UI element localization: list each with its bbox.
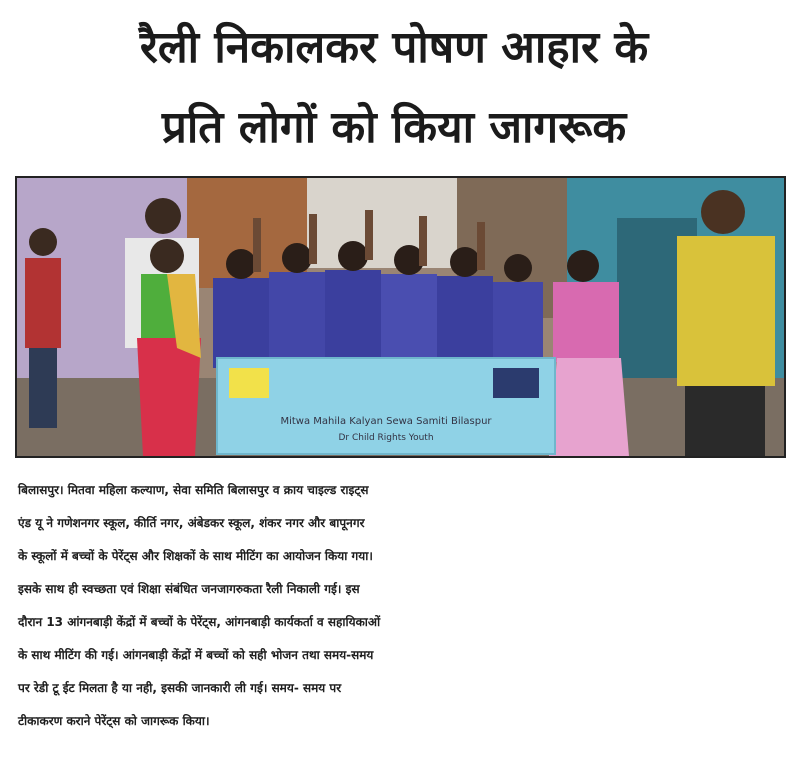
body-line: टीकाकरण कराने पेरेंट्स को जागरूक किया।	[18, 714, 210, 728]
article-headline	[0, 8, 788, 168]
body-line: इसके साथ ही स्वच्छता एवं शिक्षा संबंधित जनजागरुकता रैली निकाली गई। इस	[18, 582, 360, 596]
headline-line-1: रैली निकालकर पोषण आहार के	[139, 22, 649, 73]
body-line: पर रेडी टू ईट मिलता है या नही, इसकी जानकारी ली गई। समय- समय पर	[18, 681, 342, 695]
headline-line-2: प्रति लोगों को किया जागरूक	[161, 102, 627, 153]
body-line: के स्कूलों में बच्चों के पेरेंट्स और शिक्षकों के साथ मीटिंग का आयोजन किया गया।	[18, 549, 373, 563]
rally-photo-illustration	[17, 178, 784, 456]
banner-text-line-2: Dr Child Rights Youth	[338, 433, 434, 443]
body-line: के साथ मीटिंग की गई। आंगनबाड़ी केंद्रों में बच्चों को सही भोजन तथा समय-समय	[18, 648, 374, 662]
body-line: बिलासपुर। मितवा महिला कल्याण, सेवा समिति बिलासपुर व क्राय चाइल्ड राइट्स	[18, 483, 369, 497]
banner-text-line-1: Mitwa Mahila Kalyan Sewa Samiti Bilaspur	[280, 416, 492, 427]
article-body	[18, 474, 780, 738]
body-line: एंड यू ने गणेशनगर स्कूल, कीर्ति नगर, अंबेडकर स्कूल, शंकर नगर और बापूनगर	[18, 516, 365, 530]
rally-banner	[217, 358, 555, 454]
article-photo	[15, 176, 786, 458]
body-line: दौरान 13 आंगनबाड़ी केंद्रों में बच्चों के पेरेंट्स, आंगनबाड़ी कार्यकर्ता व सहायिकाओं	[18, 615, 381, 629]
